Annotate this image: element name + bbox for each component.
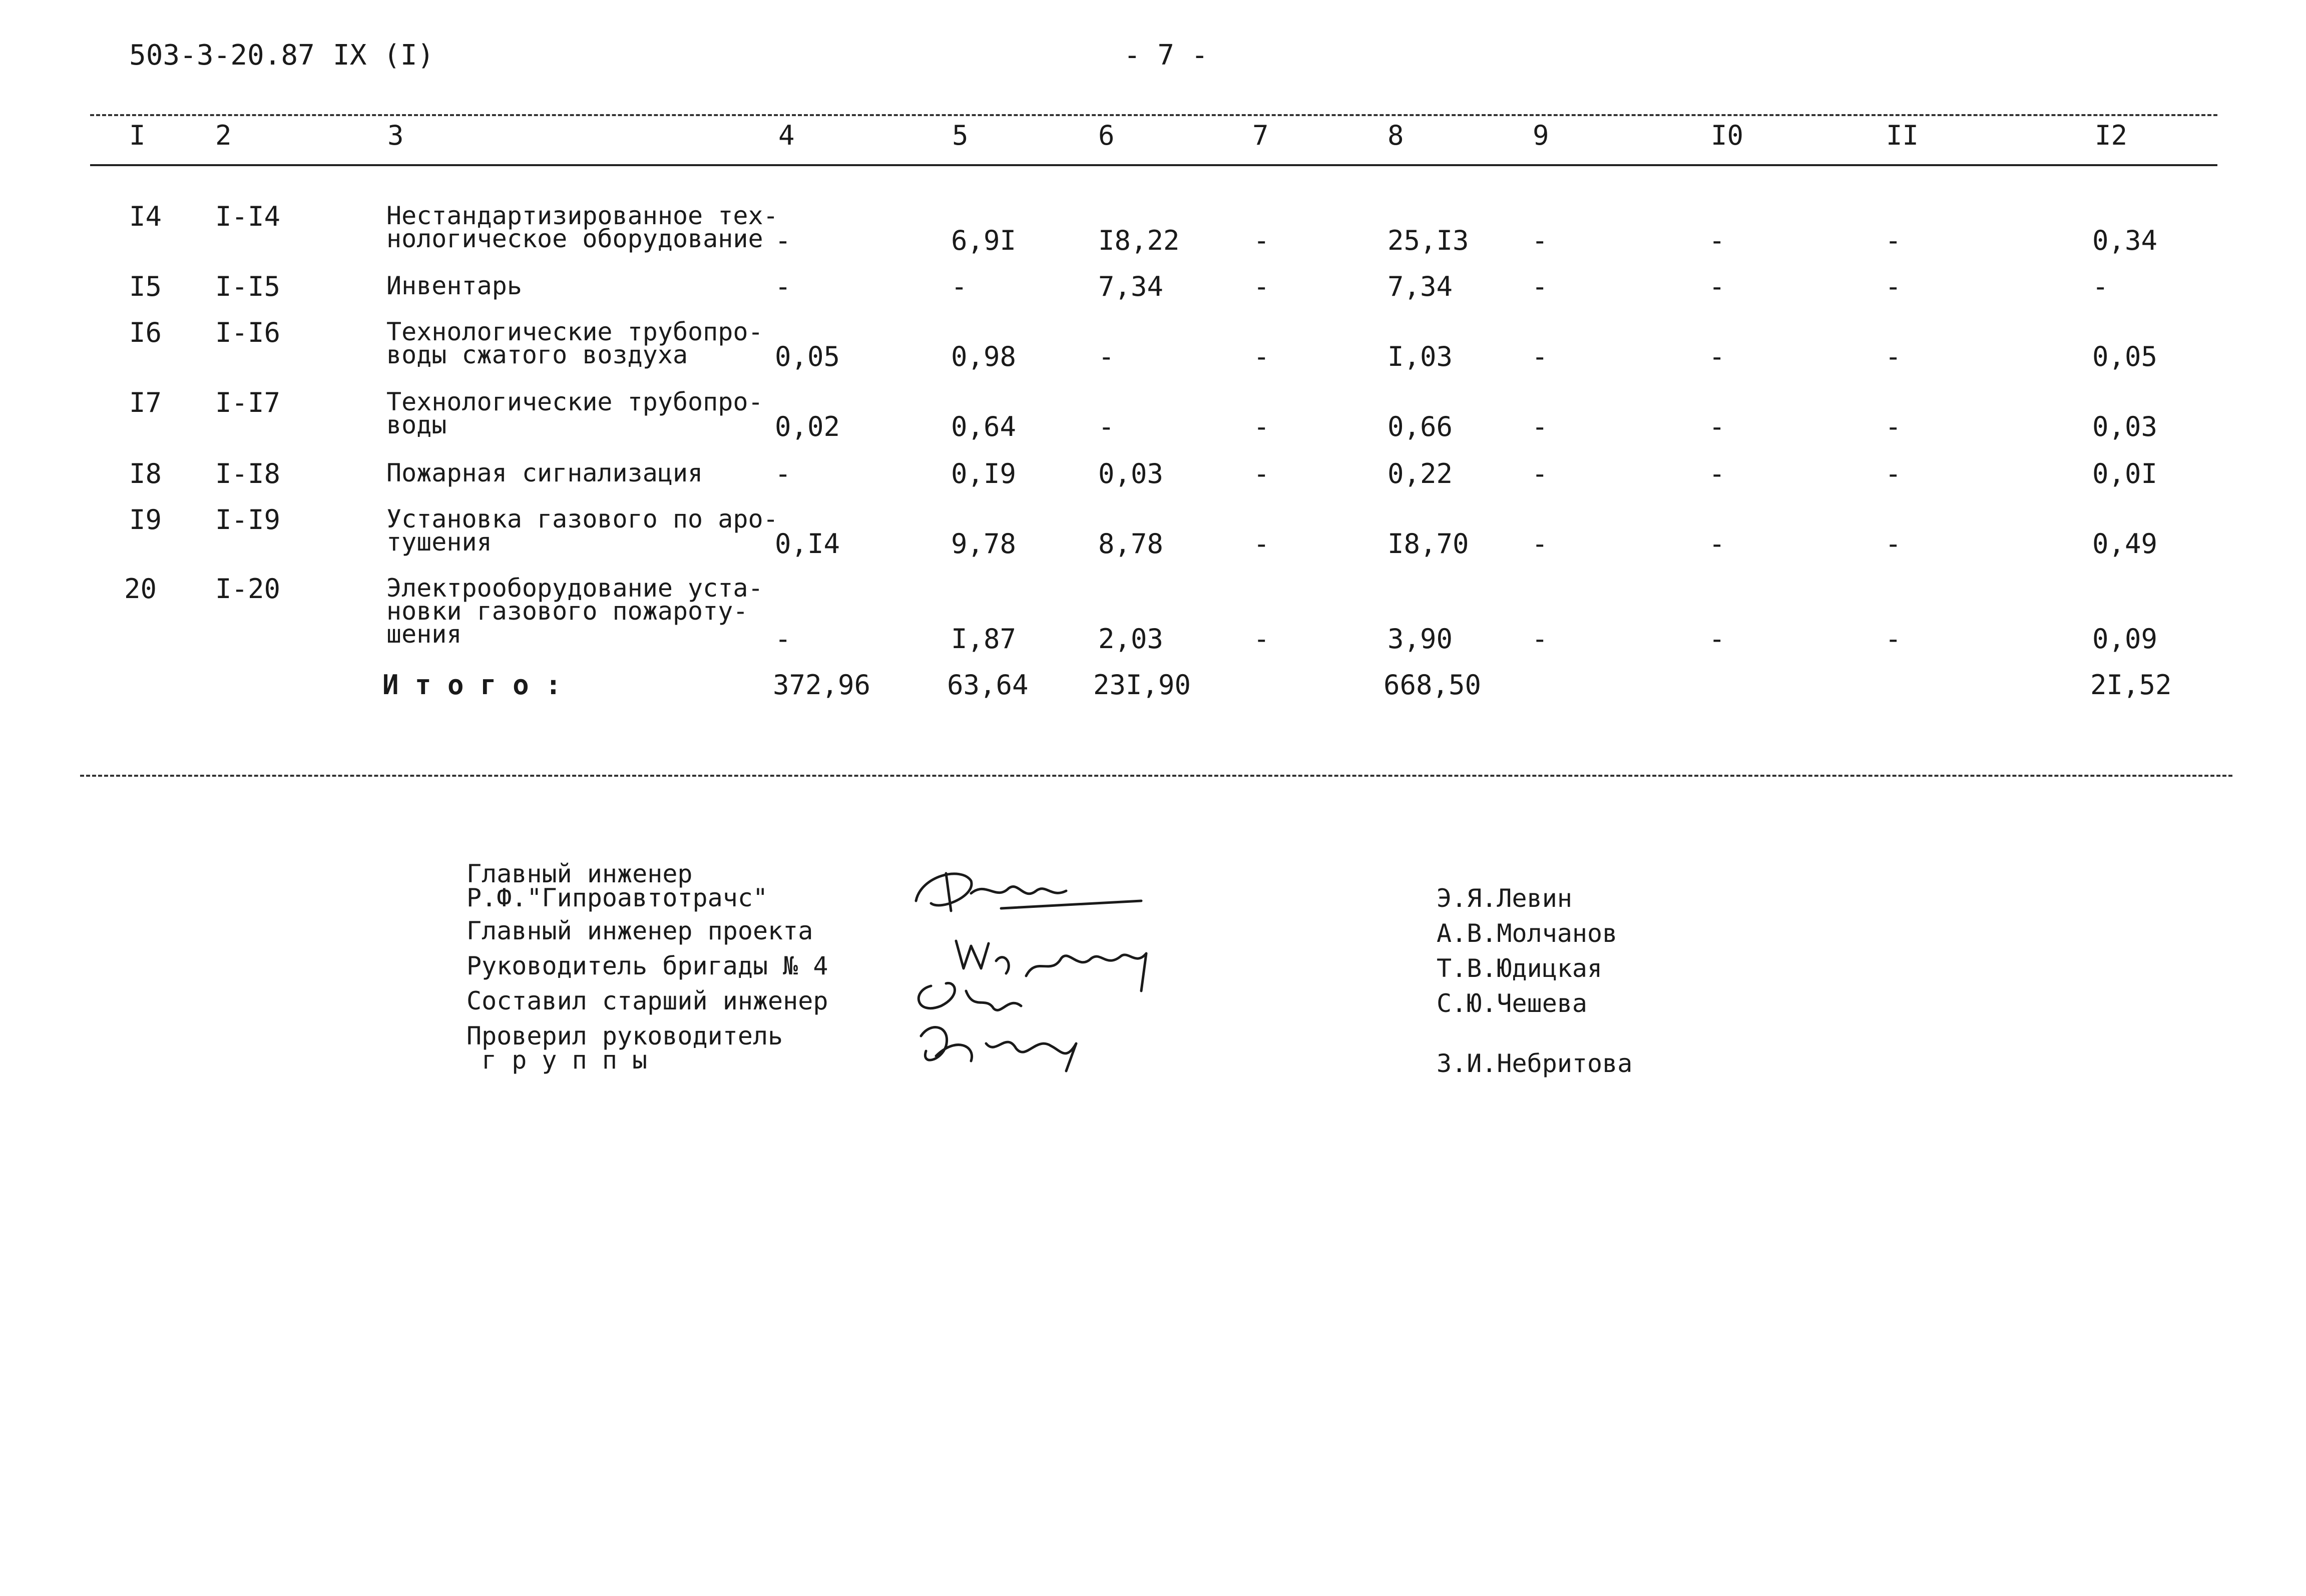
cell-col6: I8,22: [1098, 225, 1180, 256]
cell-col4: -: [775, 225, 791, 256]
signer-title: Руководитель бригады № 4: [467, 951, 828, 980]
cell-col8: 7,34: [1388, 271, 1453, 302]
cell-col6: 2,03: [1098, 623, 1164, 655]
col-header-7: 7: [1252, 120, 1269, 151]
cell-col12: 0,34: [2092, 225, 2158, 256]
cell-col6: -: [1098, 411, 1115, 442]
row-description: Пожарная сигнализация: [386, 458, 703, 487]
cell-col8: I,03: [1388, 341, 1453, 372]
signer-title: Составил старший инженер: [467, 986, 828, 1015]
cell-col7: -: [1253, 271, 1270, 302]
handwritten-signatures: [901, 846, 1201, 1081]
cell-col6: 7,34: [1098, 271, 1164, 302]
col-header-8: 8: [1388, 120, 1404, 151]
cell-col7: -: [1253, 341, 1270, 372]
cell-col10: -: [1709, 225, 1725, 256]
row-number: I7: [129, 387, 162, 418]
cell-col12: -: [2092, 271, 2109, 302]
row-description: Технологические трубопро- воды сжатого воздуха: [386, 317, 763, 369]
signer-name: С.Ю.Чешева: [1437, 989, 1588, 1018]
cell-col9: -: [1532, 341, 1548, 372]
col-header-6: 6: [1098, 120, 1115, 151]
cell-col10: -: [1709, 623, 1725, 655]
row-description: Технологические трубопро- воды: [386, 387, 763, 439]
cell-col11: -: [1885, 458, 1902, 489]
cell-col4: -: [775, 271, 791, 302]
col-header-10: I0: [1711, 120, 1744, 151]
col-header-1: I: [129, 120, 146, 151]
cell-col4: 0,02: [775, 411, 840, 442]
cell-col6: 0,03: [1098, 458, 1164, 489]
row-description: Установка газового по аро- тушения: [386, 504, 778, 557]
signer-name: Т.В.Юдицкая: [1437, 954, 1603, 983]
cell-col5: 0,64: [951, 411, 1017, 442]
col-header-9: 9: [1533, 120, 1549, 151]
page-number: - 7 -: [1124, 39, 1208, 72]
cell-col9: -: [1532, 528, 1548, 560]
cell-col5: I,87: [951, 623, 1017, 655]
total-col4: 372,96: [773, 669, 871, 701]
cell-col5: 9,78: [951, 528, 1017, 560]
cell-col12: 0,09: [2092, 623, 2158, 655]
row-code: I-I7: [215, 387, 281, 418]
cell-col9: -: [1532, 458, 1548, 489]
total-col6: 23I,90: [1093, 669, 1191, 701]
col-header-11: II: [1886, 120, 1919, 151]
signer-name: З.И.Небритова: [1437, 1049, 1633, 1078]
cell-col5: 0,98: [951, 341, 1017, 372]
row-number: I4: [129, 201, 162, 232]
cell-col5: 0,I9: [951, 458, 1017, 489]
cell-col11: -: [1885, 623, 1902, 655]
col-header-3: 3: [387, 120, 404, 151]
row-description: Нестандартизированное тех- нологическое оборудование: [386, 201, 778, 253]
cell-col11: -: [1885, 528, 1902, 560]
cell-col11: -: [1885, 341, 1902, 372]
row-code: I-20: [215, 573, 281, 605]
signer-title: Главный инженер проекта: [467, 916, 813, 945]
cell-col7: -: [1253, 528, 1270, 560]
row-description: Электрооборудование уста- новки газового пожароту- шения: [386, 574, 763, 649]
cell-col8: I8,70: [1388, 528, 1469, 560]
table-top-rule: [90, 114, 2217, 116]
cell-col11: -: [1885, 225, 1902, 256]
cell-col10: -: [1709, 411, 1725, 442]
cell-col7: -: [1253, 458, 1270, 489]
cell-col6: 8,78: [1098, 528, 1164, 560]
cell-col4: 0,05: [775, 341, 840, 372]
table-header-rule: [90, 164, 2217, 166]
cell-col10: -: [1709, 458, 1725, 489]
row-description: Инвентарь: [386, 271, 522, 300]
total-label: И т о г о :: [382, 669, 562, 701]
cell-col7: -: [1253, 411, 1270, 442]
cell-col11: -: [1885, 271, 1902, 302]
cell-col10: -: [1709, 341, 1725, 372]
cell-col6: -: [1098, 341, 1115, 372]
section-code: IX (I): [333, 39, 434, 72]
row-code: I-I8: [215, 458, 281, 489]
cell-col12: 0,05: [2092, 341, 2158, 372]
cell-col8: 25,I3: [1388, 225, 1469, 256]
col-header-12: I2: [2095, 120, 2128, 151]
row-code: I-I9: [215, 504, 281, 536]
row-number: I5: [129, 271, 162, 302]
cell-col5: -: [951, 271, 968, 302]
total-col12: 2I,52: [2090, 669, 2172, 701]
cell-col11: -: [1885, 411, 1902, 442]
row-code: I-I6: [215, 317, 281, 348]
row-code: I-I5: [215, 271, 281, 302]
cell-col8: 0,22: [1388, 458, 1453, 489]
col-header-4: 4: [778, 120, 795, 151]
cell-col9: -: [1532, 271, 1548, 302]
cell-col12: 0,0I: [2092, 458, 2158, 489]
col-header-2: 2: [215, 120, 232, 151]
cell-col4: 0,I4: [775, 528, 840, 560]
signer-title: Главный инженер Р.Ф."Гипроавтотрачс": [467, 859, 768, 912]
cell-col7: -: [1253, 225, 1270, 256]
signer-title: Проверил руководитель г р у п п ы: [467, 1021, 783, 1075]
cell-col8: 3,90: [1388, 623, 1453, 655]
cell-col9: -: [1532, 623, 1548, 655]
cell-col10: -: [1709, 528, 1725, 560]
cell-col7: -: [1253, 623, 1270, 655]
total-col8: 668,50: [1383, 669, 1482, 701]
signer-name: А.В.Молчанов: [1437, 919, 1618, 948]
cell-col5: 6,9I: [951, 225, 1017, 256]
cell-col12: 0,03: [2092, 411, 2158, 442]
table-bottom-rule: [80, 775, 2232, 777]
col-header-5: 5: [952, 120, 969, 151]
signer-name: Э.Я.Левин: [1437, 884, 1572, 913]
row-code: I-I4: [215, 201, 281, 232]
cell-col8: 0,66: [1388, 411, 1453, 442]
row-number: I6: [129, 317, 162, 348]
cell-col9: -: [1532, 411, 1548, 442]
doc-code: 503-3-20.87: [129, 39, 315, 72]
row-number: I8: [129, 458, 162, 489]
cell-col12: 0,49: [2092, 528, 2158, 560]
row-number: I9: [129, 504, 162, 536]
row-number: 20: [124, 573, 157, 605]
cell-col4: -: [775, 623, 791, 655]
cell-col10: -: [1709, 271, 1725, 302]
cell-col4: -: [775, 458, 791, 489]
total-col5: 63,64: [947, 669, 1029, 701]
cell-col9: -: [1532, 225, 1548, 256]
